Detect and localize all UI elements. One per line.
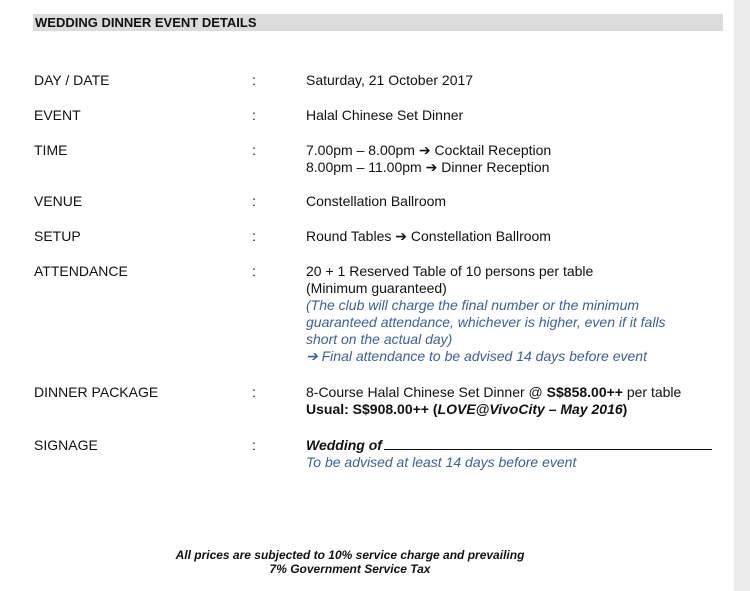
setup-label: SETUP bbox=[34, 228, 81, 244]
attendance-colon: : bbox=[252, 263, 256, 279]
date-label: DAY / DATE bbox=[34, 72, 110, 88]
package-usual-ref: LOVE@VivoCity – May 2016 bbox=[437, 401, 623, 417]
date-value: Saturday, 21 October 2017 bbox=[306, 72, 474, 88]
attendance-value: 20 + 1 Reserved Table of 10 persons per table (Minimum guaranteed) (The club will charge the final number or the minimum guaranteed attendance, whichever is higher, even if it falls short on the actual day) ➔ Final attendance to be advised 14 days before event bbox=[306, 263, 666, 364]
attendance-label: ATTENDANCE bbox=[34, 263, 128, 279]
package-usual-line: Usual: S$908.00++ (LOVE@VivoCity – May 2016) bbox=[306, 401, 628, 417]
time-colon: : bbox=[252, 142, 256, 158]
package-price: S$858.00++ bbox=[546, 384, 623, 400]
time-line-dinner: 8.00pm – 11.00pm ➔ Dinner Reception bbox=[306, 159, 550, 175]
time-line-cocktail: 7.00pm – 8.00pm ➔ Cocktail Reception bbox=[306, 142, 552, 158]
event-value: Halal Chinese Set Dinner bbox=[306, 107, 464, 123]
venue-value: Constellation Ballroom bbox=[306, 193, 447, 209]
signage-label: SIGNAGE bbox=[34, 437, 98, 453]
attendance-final-note: ➔ Final attendance to be advised 14 days before event bbox=[306, 348, 647, 364]
arrow-icon: ➔ bbox=[425, 159, 438, 175]
signage-colon: : bbox=[252, 437, 256, 453]
package-price-line: 8-Course Halal Chinese Set Dinner @ S$858.00++ per table bbox=[306, 384, 682, 400]
attendance-note: (The club will charge the final number or the minimum bbox=[306, 297, 640, 313]
venue-label: VENUE bbox=[34, 193, 83, 209]
signage-blank-line bbox=[384, 437, 712, 450]
package-label: DINNER PACKAGE bbox=[34, 384, 159, 400]
setup-value: Round Tables ➔ Constellation Ballroom bbox=[306, 228, 551, 244]
package-value bbox=[306, 384, 681, 418]
signage-value bbox=[306, 437, 712, 471]
time-value bbox=[306, 142, 551, 176]
signage-line: Wedding of bbox=[306, 437, 712, 454]
event-label: EVENT bbox=[34, 107, 81, 123]
arrow-icon: ➔ bbox=[306, 348, 318, 364]
section-header bbox=[33, 14, 723, 31]
section-title: WEDDING DINNER EVENT DETAILS bbox=[35, 15, 257, 30]
time-label: TIME bbox=[34, 142, 68, 158]
venue-colon: : bbox=[252, 193, 256, 209]
date-colon: : bbox=[252, 72, 256, 88]
event-colon: : bbox=[252, 107, 256, 123]
price-disclaimer: All prices are subjected to 10% service charge and prevailing 7% Government Service Tax bbox=[175, 548, 525, 576]
arrow-icon: ➔ bbox=[395, 228, 407, 244]
arrow-icon: ➔ bbox=[418, 142, 431, 158]
signage-note: To be advised at least 14 days before event bbox=[306, 454, 577, 470]
page-margin-strip bbox=[734, 0, 750, 591]
setup-colon: : bbox=[252, 228, 256, 244]
package-colon: : bbox=[252, 384, 256, 400]
